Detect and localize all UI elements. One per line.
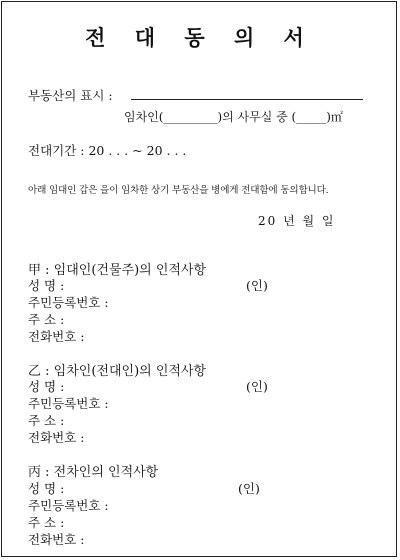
sublessor-phone-label: 전화번호 : — [28, 430, 85, 445]
sublease-period: 전대기간 : 20 . . . ~ 20 . . . — [28, 143, 187, 158]
sublessee-id-label: 주민등록번호 : — [28, 498, 109, 513]
property-label: 부동산의 표시 : — [28, 88, 113, 103]
lessee-office-line: 임차인(_________)의 사무실 중 (_____)㎡ — [124, 110, 343, 124]
sublessee-seal: (인) — [238, 481, 260, 496]
sublessee-address-label: 주 소 : — [28, 515, 65, 530]
consent-statement: 아래 임대인 갑은 을이 임차한 상기 부동산을 병에게 전대함에 동의합니다. — [28, 185, 329, 196]
sublessor-name-label: 성 명 : — [28, 379, 65, 394]
lessor-phone-label: 전화번호 : — [28, 329, 85, 344]
sublessor-heading: 乙 : 임차인(전대인)의 인적사항 — [28, 364, 207, 379]
sublessor-address-label: 주 소 : — [28, 413, 65, 428]
lessor-address-label: 주 소 : — [28, 312, 65, 327]
date-line: 20 년 월 일 — [258, 214, 336, 228]
lessor-name-label: 성 명 : — [28, 278, 65, 293]
lessor-heading: 甲 : 임대인(건물주)의 인적사항 — [28, 263, 207, 278]
document-title: 전 대 동 의 서 — [85, 25, 315, 50]
sublessee-name-label: 성 명 : — [28, 481, 65, 496]
property-underline — [131, 99, 363, 100]
lessor-seal: (인) — [246, 278, 268, 293]
lessor-id-label: 주민등록번호 : — [28, 295, 109, 310]
sublessor-id-label: 주민등록번호 : — [28, 396, 109, 411]
document-page — [1, 1, 397, 557]
sublessee-phone-label: 전화번호 : — [28, 532, 85, 547]
sublessor-seal: (인) — [246, 379, 268, 394]
sublessee-heading: 丙 : 전차인의 인적사항 — [28, 465, 159, 480]
